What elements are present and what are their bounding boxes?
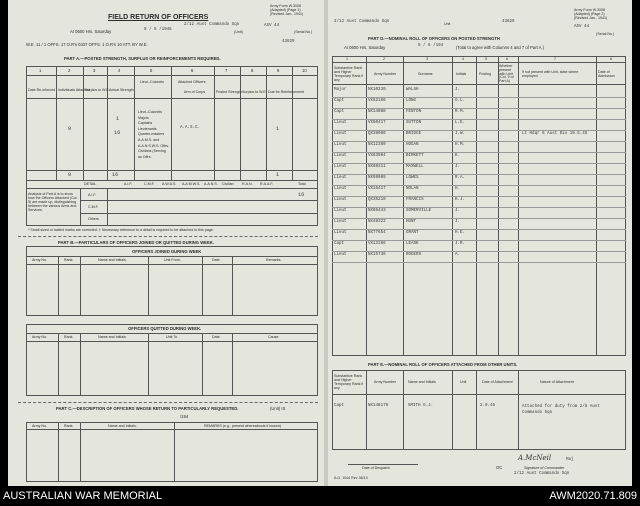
e-row-nature: Attached for duty from 2/8 Aust Commando Sqn bbox=[522, 405, 600, 415]
col-num-1: 1 bbox=[39, 68, 42, 73]
part-c-table bbox=[26, 422, 318, 482]
col-num-8: 8 bbox=[251, 68, 254, 73]
right-aif-value: ASV 44 bbox=[574, 25, 590, 29]
e-head-army-no: Army Number bbox=[374, 380, 397, 384]
roll-cell-name: SUTTON bbox=[406, 121, 422, 125]
unit-value: 2/12 Aust Commando Sqn bbox=[184, 23, 240, 27]
roll-cell-rank: Lieut bbox=[334, 132, 347, 136]
detail-head-6: Civilian bbox=[222, 182, 234, 186]
commander-signature: A.McNeil bbox=[518, 454, 552, 462]
roll-cell-no: VX16417 bbox=[368, 187, 386, 191]
quitted-head-date: Date. bbox=[212, 335, 221, 339]
quitted-head-name: Name and Initials. bbox=[98, 335, 127, 339]
right-unit-label: Unit bbox=[444, 22, 451, 26]
col-num-4: 4 bbox=[118, 68, 121, 73]
quitted-head-army-no: Army No. bbox=[32, 335, 47, 339]
part-c-suffix: (Unit) IS bbox=[270, 406, 286, 411]
roll-cell-no: NX98089 bbox=[368, 176, 386, 180]
right-form-reference: Army Form W.3008 (Adapted) (Page 2) (Revised Jan., 1941) bbox=[574, 8, 608, 21]
col-head-4: Actual Strength bbox=[109, 88, 134, 92]
roll-cell-rank: Capt bbox=[334, 99, 345, 103]
at-line-label: At 0600 Hrs. Saturday bbox=[70, 29, 112, 34]
we-line: W.E. 11 / 1 OFFS. 17 O.R's 0437 OFFS. 1 O.R's 10 ATT. BY W.E. bbox=[26, 42, 148, 47]
detail-head-9: Total bbox=[298, 182, 306, 186]
roll-cell-no: NX88311 bbox=[368, 165, 386, 169]
roll-cell-rank: Lieut bbox=[334, 154, 347, 158]
joined-head-army-no: Army No. bbox=[32, 258, 47, 262]
roll-cell-no: QX35210 bbox=[368, 198, 386, 202]
aif-value: ASV 44 bbox=[264, 24, 280, 28]
roll-cell-rank: Lieut bbox=[334, 220, 347, 224]
roll-cell-name: SOMERVILLE bbox=[406, 209, 432, 213]
d-col-num-7: 7 bbox=[554, 57, 556, 61]
printer-ref: A.G. 1044 Rev 36/13 bbox=[334, 476, 368, 480]
roll-cell-note: Lt Hdqr 6 Aust Div 19.5.45 bbox=[522, 132, 588, 136]
a-value-col4a: 1 bbox=[116, 116, 120, 122]
col-num-2: 2 bbox=[68, 68, 71, 73]
a-value-col4b: 16 bbox=[114, 130, 121, 136]
joined-head-name: Name and Initials. bbox=[98, 258, 127, 262]
d-col-num-4: 4 bbox=[462, 57, 464, 61]
roll-cell-init: K. bbox=[455, 154, 461, 158]
roll-cell-no: QX38086 bbox=[368, 132, 386, 136]
at-date: 9 / 6 /1945 bbox=[144, 28, 172, 32]
roll-cell-init: H.E. bbox=[455, 231, 466, 235]
detail-head-4: A.A.M.W.S. bbox=[182, 182, 201, 186]
roll-cell-rank: Lieut bbox=[334, 198, 347, 202]
roll-cell-init: L.E. bbox=[455, 121, 466, 125]
right-serial-label: (Serial No.) bbox=[596, 32, 615, 36]
roll-cell-name: BIRKETT bbox=[406, 154, 424, 158]
roll-cell-rank: Lieut bbox=[334, 231, 347, 235]
c-head-army-no: Army No. bbox=[32, 424, 47, 428]
detail-total: 16 bbox=[298, 192, 305, 198]
footer-accession: AWM2020.71.809 bbox=[549, 490, 637, 502]
roll-cell-rank: Lieut bbox=[334, 176, 347, 180]
roll-cell-no: VX63504 bbox=[368, 154, 386, 158]
roll-cell-name: HUNT bbox=[406, 220, 417, 224]
analysis-note: Analysis of Part A is to show how the Officers Attached (Col. 5) are made up, distinguishing between the various Arms and Services. bbox=[28, 192, 78, 212]
right-serial-value: 43629 bbox=[502, 20, 515, 24]
e-head-nature: Nature of Attachment bbox=[540, 380, 574, 384]
roll-cell-rank: Lieut bbox=[334, 165, 347, 169]
roll-cell-no: NX12360 bbox=[368, 143, 386, 147]
e-row-name: SMITH G.J. bbox=[408, 404, 434, 408]
col-num-7: 7 bbox=[225, 68, 228, 73]
part-d-at-date: 9 / 6 /194 bbox=[418, 44, 444, 48]
total-col2: 9 bbox=[68, 172, 72, 178]
col-head-1: Date Re-inforced bbox=[28, 88, 56, 92]
signature-label: Signature of Commander bbox=[524, 466, 565, 470]
joined-head-remarks: Remarks. bbox=[266, 258, 282, 262]
d-head-surname: Surname bbox=[418, 72, 433, 76]
roll-cell-name: FRANCIS bbox=[406, 198, 424, 202]
roll-cell-init: K.J. bbox=[455, 198, 466, 202]
footer-bar bbox=[0, 486, 640, 506]
quitted-title: OFFICERS QUITTED DURING WEEK. bbox=[128, 326, 202, 331]
part-d-at-label: At 0600 Hrs. Saturday bbox=[344, 45, 386, 50]
d-col-num-5: 5 bbox=[485, 57, 487, 61]
roll-cell-rank: Lieut bbox=[334, 253, 347, 257]
roll-cell-no: VX13166 bbox=[368, 242, 386, 246]
c-head-remarks: REMARKS (e.g., present whereabouts if known) bbox=[204, 424, 281, 428]
a-value-arm: A.A.S.C. bbox=[180, 126, 201, 130]
right-unit-value: 2/12 Aust Commando Sqn bbox=[334, 20, 390, 24]
roll-cell-no: NX48322 bbox=[368, 220, 386, 224]
col-head-10: Due for Reinforcement bbox=[268, 90, 305, 94]
date-of-despatch: Date of Despatch bbox=[362, 466, 390, 470]
total-col4: 16 bbox=[112, 172, 119, 178]
roll-cell-name: WALSH bbox=[406, 88, 419, 92]
roll-cell-name: FENTON bbox=[406, 110, 422, 114]
roll-cell-init: J.R. bbox=[455, 242, 466, 246]
roll-cell-init: H. bbox=[455, 187, 461, 191]
detail-head-7: R.A.N. bbox=[242, 182, 253, 186]
roll-cell-rank: Lieut bbox=[334, 143, 347, 147]
joined-table bbox=[26, 246, 318, 316]
part-d-total-note: (Total to agree with Columns 4 and 7 of Part A.) bbox=[456, 45, 544, 50]
d-head-initials: Initials bbox=[456, 72, 467, 76]
detail-head-8: R.A.A.F. bbox=[260, 182, 274, 186]
part-c-date: /194 bbox=[180, 414, 189, 419]
joined-title: OFFICERS JOINED DURING WEEK bbox=[132, 249, 202, 254]
col-head-2: Individuals Attached bbox=[58, 88, 90, 92]
total-col9: 1 bbox=[276, 172, 280, 178]
roll-cell-init: J. bbox=[455, 88, 461, 92]
roll-cell-name: LOWES bbox=[406, 176, 419, 180]
roll-cell-name: LEASK bbox=[406, 242, 419, 246]
roll-cell-init: J. bbox=[455, 165, 461, 169]
quitted-head-cause: Cause. bbox=[268, 335, 280, 339]
roll-cell-init: H.M. bbox=[455, 143, 466, 147]
roll-cell-rank: Lieut bbox=[334, 187, 347, 191]
roll-cell-name: LONG bbox=[406, 99, 417, 103]
detail-row-1: C.M.F. bbox=[88, 205, 99, 209]
footer-source: AUSTRALIAN WAR MEMORIAL bbox=[3, 490, 163, 502]
d-col-num-1: 1 bbox=[346, 57, 348, 61]
d-head-rank: Substantive Rank and Higher Temporary Rank if any bbox=[334, 66, 364, 82]
serial-label: (Serial No.) bbox=[294, 30, 313, 34]
a-value-col9: 1 bbox=[276, 126, 280, 132]
roll-cell-name: ROGERS bbox=[406, 253, 422, 257]
d-col-num-2: 2 bbox=[383, 57, 385, 61]
roll-cell-name: GRANT bbox=[406, 231, 419, 235]
roll-cell-no: VX52166 bbox=[368, 99, 386, 103]
quitted-head-unit: Unit To. bbox=[166, 335, 179, 339]
col-num-9: 9 bbox=[277, 68, 280, 73]
footnote: * Small sized or hatted marks are corrected. † Necessary reference to a detail is required to be attached to this page. bbox=[28, 228, 214, 232]
d-head-posting: Posting bbox=[479, 72, 491, 76]
roll-cell-rank: Major bbox=[334, 88, 347, 92]
roll-cell-name: HOGAN bbox=[406, 143, 419, 147]
roll-cell-rank: Capt bbox=[334, 242, 345, 246]
part-d-heading: PART D.—NOMINAL ROLL OF OFFICERS ON POSTED STRENGTH bbox=[368, 36, 500, 41]
roll-cell-no: NX10230 bbox=[368, 88, 386, 92]
e-head-name: Name and Initials bbox=[408, 380, 436, 384]
roll-cell-rank: Lieut bbox=[334, 121, 347, 125]
col-head-5: Lieut.-Colonels bbox=[140, 80, 164, 84]
a-value-col2: 9 bbox=[68, 126, 72, 132]
roll-cell-name: BRIDGE bbox=[406, 132, 422, 136]
part-a-heading: PART A.—POSTED STRENGTH, SURPLUS OR REINFORCEMENTS REQUIRED. bbox=[64, 56, 221, 61]
d-head-where: If not present with Unit, state where employed bbox=[522, 70, 579, 78]
roll-cell-no: VX50417 bbox=[368, 121, 386, 125]
c-head-rank: Rank. bbox=[64, 424, 74, 428]
roll-cell-name: NOLAN bbox=[406, 187, 419, 191]
roll-cell-no: NX15736 bbox=[368, 253, 386, 257]
e-head-date: Date of Attachment bbox=[482, 380, 513, 384]
roll-cell-no: NX86443 bbox=[368, 209, 386, 213]
d-col-num-6: 6 bbox=[506, 57, 508, 61]
page-title: FIELD RETURN OF OFFICERS bbox=[108, 14, 209, 21]
part-c-heading: PART C.—DESCRIPTION OF OFFICERS WHOSE RETURN TO PARTICULARLY REQUESTED. bbox=[56, 406, 239, 411]
d-head-present: Whether present with Unit (Col. 9 of Part A) bbox=[499, 64, 514, 84]
detail-head-0: DETAIL bbox=[84, 182, 97, 186]
oc-label: OC bbox=[496, 465, 503, 470]
we-extra: 43629 bbox=[282, 40, 295, 44]
detail-head-5: A.A.N.S. bbox=[204, 182, 218, 186]
detail-head-3: A.W.A.S. bbox=[162, 182, 177, 186]
col-head-6: Attached Officers bbox=[178, 80, 206, 84]
e-head-rank: Substantive Rank and Higher Temporary Rank if any bbox=[334, 374, 364, 390]
roll-cell-init: J. bbox=[455, 209, 461, 213]
detail-row-0: A.I.F. bbox=[88, 193, 97, 197]
detail-head-1: A.I.F. bbox=[124, 182, 133, 186]
part-e-heading: PART E.—NOMINAL ROLL OF OFFICERS ATTACHED FROM OTHER UNITS. bbox=[368, 362, 518, 367]
col-head-9: Surplus to W.E. bbox=[242, 90, 267, 94]
col-head-7: Arm of Corps bbox=[184, 90, 206, 94]
quitted-head-rank: Rank. bbox=[64, 335, 74, 339]
col-num-5: 5 bbox=[150, 68, 153, 73]
signature-unit: 2/12 Aust Commando Sqn bbox=[514, 472, 570, 476]
e-head-unit: Unit bbox=[460, 380, 467, 384]
roll-cell-init: R.M. bbox=[455, 110, 466, 114]
d-head-army-no: Army Number bbox=[374, 72, 397, 76]
detail-head-2: C.M.F. bbox=[144, 182, 155, 186]
roll-cell-rank: Lieut bbox=[334, 209, 347, 213]
e-row-army-no: NX148179 bbox=[368, 404, 389, 408]
roll-cell-no: NX14088 bbox=[368, 110, 386, 114]
rank-list: Lieut.-Colonels Majors Captains Lieutenants Quarter-masters A.A.M.S. and A.A.N.S.W.S. Offrs. Civilians (Serving as Offrs. bbox=[138, 110, 170, 159]
d-head-admission: Date of Admission bbox=[598, 70, 615, 78]
roll-cell-init: R.A. bbox=[455, 176, 466, 180]
c-head-name: Name and Initials. bbox=[108, 424, 137, 428]
joined-head-rank: Rank. bbox=[64, 258, 74, 262]
roll-cell-init: J.W. bbox=[455, 132, 466, 136]
left-page bbox=[8, 0, 324, 486]
col-head-3: Surplus to W.E. bbox=[85, 88, 110, 92]
roll-cell-name: MAXWELL bbox=[406, 165, 424, 169]
e-row-date: 2.9.45 bbox=[480, 404, 496, 408]
right-page bbox=[328, 0, 632, 486]
col-head-8: Posted Strength bbox=[216, 90, 242, 94]
form-reference: Army Form W.3008 (Adapted) (Page 1) (Revised Jan., 1941) bbox=[270, 4, 304, 17]
detail-row-2: Others bbox=[88, 217, 99, 221]
col-num-10: 10 bbox=[302, 68, 307, 73]
roll-cell-init: A. bbox=[455, 253, 461, 257]
joined-head-date: Date. bbox=[212, 258, 221, 262]
part-b-heading: PART B.—PARTICULARS OF OFFICERS JOINED OR QUITTED DURING WEEK. bbox=[58, 240, 214, 245]
d-col-num-3: 3 bbox=[426, 57, 428, 61]
unit-label: (Unit) bbox=[234, 30, 243, 34]
d-col-num-8: 8 bbox=[610, 57, 612, 61]
roll-cell-init: J. bbox=[455, 220, 461, 224]
joined-head-unit: Unit From. bbox=[164, 258, 181, 262]
signature-rank: Maj bbox=[566, 458, 574, 462]
roll-cell-no: NX77654 bbox=[368, 231, 386, 235]
col-num-6: 6 bbox=[191, 68, 194, 73]
e-row-rank: Capt bbox=[334, 404, 345, 408]
roll-cell-init: G.L. bbox=[455, 99, 466, 103]
roll-cell-rank: Capt bbox=[334, 110, 345, 114]
col-num-3: 3 bbox=[93, 68, 96, 73]
